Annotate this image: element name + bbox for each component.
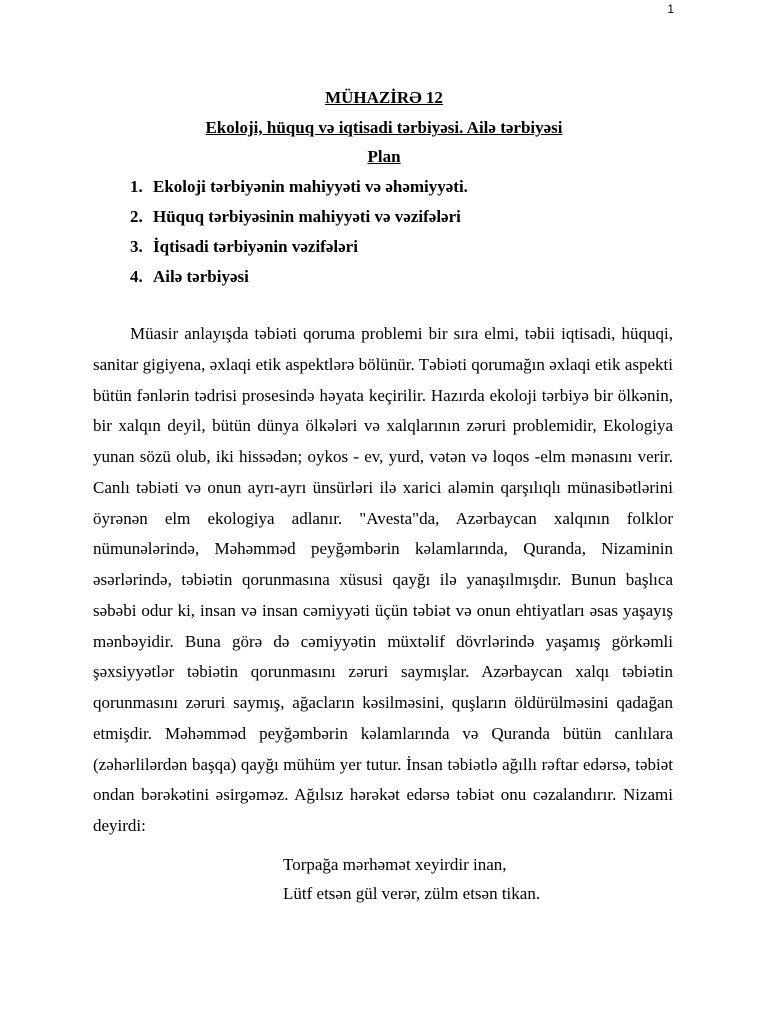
plan-item	[130, 237, 468, 267]
plan-item	[130, 177, 468, 207]
plan-item-text: Ailə tərbiyəsi	[153, 267, 249, 286]
topic-title: Ekoloji, hüquq və iqtisadi tərbiyəsi. Ailə tərbiyəsi	[205, 118, 563, 137]
plan-item	[130, 267, 468, 297]
plan-item-number: 3.	[130, 237, 143, 256]
poem-quote	[283, 850, 540, 908]
page-number: 1	[667, 2, 674, 16]
body-paragraph: Müasir anlayışda təbiəti qoruma problemi bir sıra elmi, təbii iqtisadi, hüquqi, sanitar gigiyena, əxlaqi etik aspektlərə bölünür. Təbiəti qorumağın əxlaqi etik aspekti bütün fənlərin tədrisi prosesində həyata keçirilir. Hazırda ekoloji tərbiyə bir ölkənin, bir xalqın deyil, bütün dünya ölkələri və xalqlarının zəruri problemidir, Ekologiya yunan sözü olub, iki hissədən; oykos - ev, yurd, vətən və loqos -elm mənasını verir. Canlı təbiəti və onun ayrı-ayrı ünsürləri ilə xarici aləmin qarşılıqlı münasibətlərini öyrənən elm ekologiya adlanır. "Avesta"da, Azərbaycan xalqının folklor nümunələrində, Məhəmməd peyğəmbərin kəlamlarında, Quranda, Nizaminin əsərlərində, təbiətin qorunmasına xüsusi qayğı ilə yanaşılmışdır. Bunun başlıca səbəbi odur ki, insan və insan cəmiyyəti üçün təbiət və onun ehtiyatları əsas yaşayış mənbəyidir. Buna görə də cəmiyyətin müxtəlif dövrlərində yaşamış görkəmli şəxsiyyətlər təbiətin qorunmasını zəruri saymışlar. Azərbaycan xalqı təbiətin qorunmasını zəruri saymış, ağacların kəsilməsini, quşların öldürülməsini qadağan etmişdir. Məhəmməd peyğəmbərin kəlamlarında və Quranda bütün canlılara (zəhərlilərdən başqa) qayğı mühüm yer tutur. İnsan təbiətlə ağıllı rəftar edərsə, təbiət ondan bərəkətini əsirgəməz. Ağılsız hərəkət edərsə təbiət onu cəzalandırır. Nizami deyirdi:	[93, 324, 673, 835]
lecture-title: MÜHAZİRƏ 12	[325, 88, 443, 107]
plan-list	[130, 177, 468, 297]
poem-line: Lütf etsən gül verər, zülm etsən tikan.	[283, 884, 541, 903]
plan-item-number: 1.	[130, 177, 143, 196]
poem-line: Torpağa mərhəmət xeyirdir inan,	[283, 855, 507, 874]
plan-item-text: Ekoloji tərbiyənin mahiyyəti və əhəmiyyəti.	[153, 177, 468, 196]
plan-item-text: Hüquq tərbiyəsinin mahiyyəti və vəzifələri	[153, 207, 461, 226]
plan-item-number: 2.	[130, 207, 143, 226]
plan-item-number: 4.	[130, 267, 143, 286]
plan-heading: Plan	[367, 147, 401, 166]
plan-item-text: İqtisadi tərbiyənin vəzifələri	[153, 237, 358, 256]
plan-item	[130, 207, 468, 237]
